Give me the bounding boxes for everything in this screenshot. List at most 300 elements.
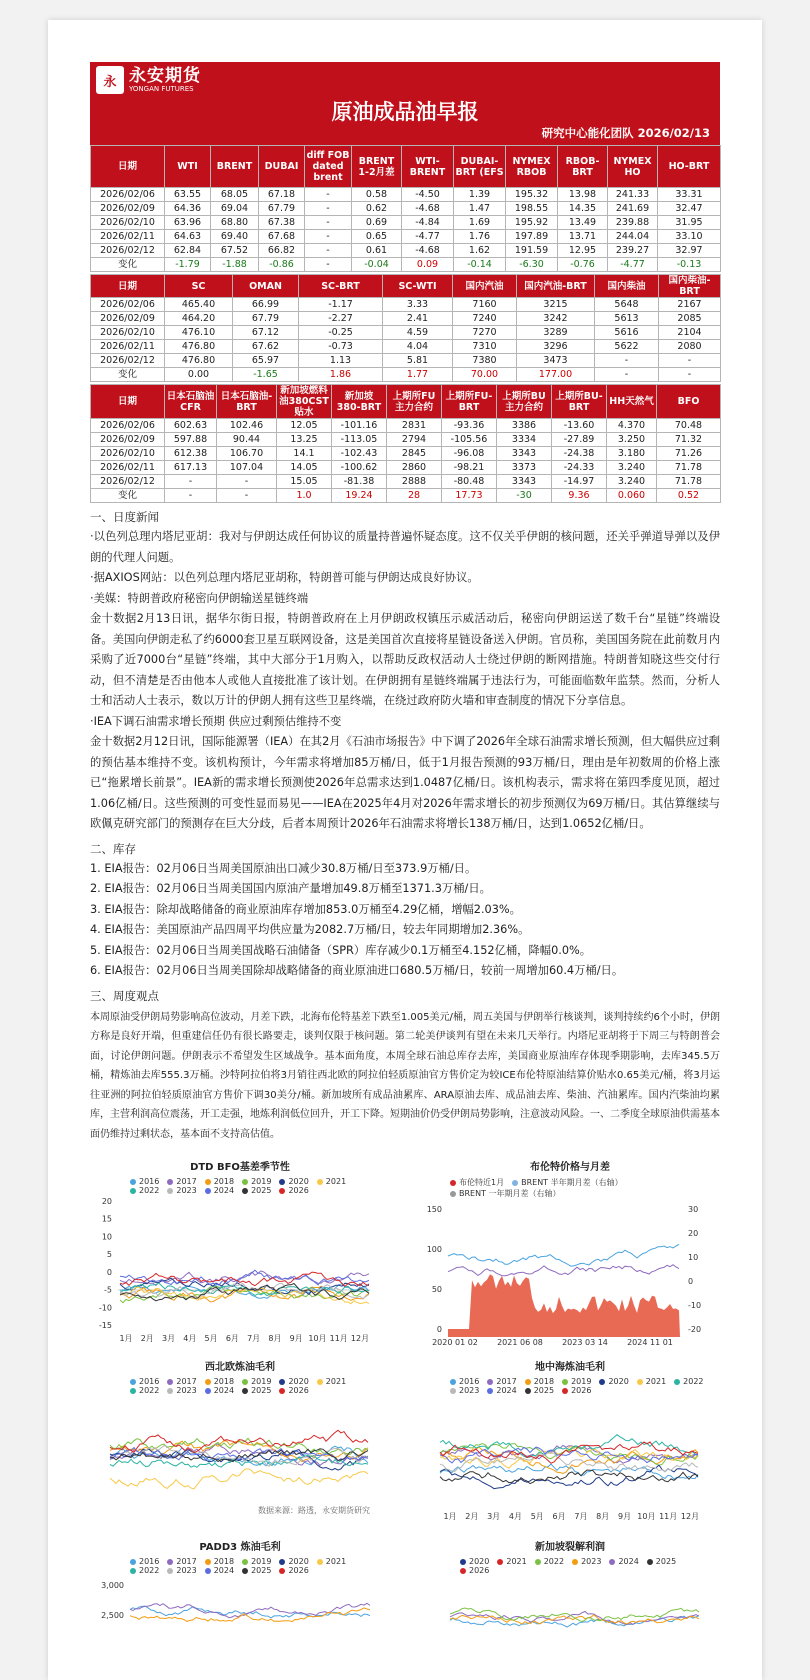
legend-label: 2020 bbox=[608, 1377, 629, 1386]
table-cell: 2026/02/11 bbox=[91, 461, 165, 475]
legend-swatch-icon bbox=[460, 1559, 466, 1565]
table-cell: 195.32 bbox=[506, 188, 558, 202]
table-cell: 3.33 bbox=[383, 298, 453, 312]
chart-plot bbox=[420, 1395, 720, 1525]
legend-swatch-icon bbox=[460, 1568, 466, 1574]
table-cell: 476.80 bbox=[165, 340, 233, 354]
table-cell: 65.97 bbox=[233, 354, 299, 368]
table-cell: 195.92 bbox=[506, 216, 558, 230]
y-tick-label: -15 bbox=[98, 1321, 112, 1330]
legend-item bbox=[242, 1557, 271, 1566]
legend-item bbox=[487, 1377, 516, 1386]
table-cell: 239.88 bbox=[608, 216, 658, 230]
table-cell: 67.38 bbox=[259, 216, 305, 230]
column-header: SC bbox=[165, 275, 233, 298]
news-item: 金十数据2月13日讯，据华尔街日报，特朗普政府在上月伊朗政权镇压示威活动后，秘密向伊朗运送了数千台“星链”终端设备。美国向伊朗走私了约6000套卫星互联网设备，这是美国首次直接将星链设备送入伊朗。官员称，美国国务院在此前数月内采购了近7000台“星链”终端，其中大部分于1月购入，以帮助反政权活动人士绕过伊朗的断网措施。特朗普知晓这些交付行动，但不清楚是否由他本人或他人直接批准了该计划。在伊朗拥有星链终端属于违法行为，可能面临数年监禁。然而，分析人士和活动人士表示，数以万计的伊朗人拥有这些卫星终端，在绕过政府防火墙和审查制度的情况下分享信息。 bbox=[90, 612, 720, 707]
table-header-row bbox=[91, 275, 721, 298]
table-cell: 31.95 bbox=[658, 216, 721, 230]
news-item: ·以色列总理内塔尼亚胡：我对与伊朗达成任何协议的质量持普遍怀疑态度。这不仅关乎伊朗的核问题，还关乎弹道导弹以及伊朗的代理人问题。 bbox=[90, 530, 720, 564]
chart-legend bbox=[90, 1377, 390, 1395]
table-cell: 69.40 bbox=[211, 230, 259, 244]
table-cell: 13.71 bbox=[558, 230, 608, 244]
legend-label: 2017 bbox=[496, 1377, 517, 1386]
column-header: 国内柴油 bbox=[595, 275, 659, 298]
legend-item bbox=[674, 1377, 703, 1386]
column-header: WTI-BRENT bbox=[402, 146, 454, 188]
table-row bbox=[91, 447, 721, 461]
legend-item bbox=[130, 1186, 159, 1195]
table-cell: 13.25 bbox=[277, 433, 332, 447]
x-tick-label: 11月 bbox=[329, 1334, 348, 1343]
legend-swatch-icon bbox=[512, 1180, 518, 1186]
table-cell: 476.10 bbox=[165, 326, 233, 340]
chart-legend bbox=[420, 1377, 720, 1395]
table-cell: 597.88 bbox=[165, 433, 217, 447]
table-cell: 63.96 bbox=[165, 216, 211, 230]
change-cell: -1.88 bbox=[211, 258, 259, 272]
table-cell: 64.36 bbox=[165, 202, 211, 216]
table-cell: 3373 bbox=[497, 461, 552, 475]
y-tick-label: 0 bbox=[688, 1277, 694, 1286]
chart-plot bbox=[90, 1195, 390, 1345]
legend-item bbox=[279, 1377, 308, 1386]
legend-label: 2017 bbox=[176, 1377, 197, 1386]
change-cell: 1.86 bbox=[299, 368, 383, 382]
table-cell: -98.21 bbox=[442, 461, 497, 475]
table-cell: 15.05 bbox=[277, 475, 332, 489]
table-cell: - bbox=[305, 244, 352, 258]
table-cell: 0.61 bbox=[352, 244, 402, 258]
legend-item bbox=[279, 1557, 308, 1566]
legend-swatch-icon bbox=[599, 1379, 605, 1385]
legend-swatch-icon bbox=[167, 1388, 173, 1394]
table-cell: 0.69 bbox=[352, 216, 402, 230]
table-cell: 1.62 bbox=[454, 244, 506, 258]
table-cell: 68.05 bbox=[211, 188, 259, 202]
legend-label: 2018 bbox=[213, 1557, 235, 1566]
column-header: DUBAI-BRT (EFS bbox=[454, 146, 506, 188]
y-tick-label: 0 bbox=[106, 1267, 112, 1277]
y-tick-label: 50 bbox=[431, 1285, 442, 1294]
chart-plot bbox=[420, 1199, 720, 1349]
series-line bbox=[448, 1244, 679, 1266]
chart-legend bbox=[90, 1177, 390, 1195]
chart-title: 地中海炼油毛利 bbox=[535, 1362, 605, 1373]
legend-label: 2020 bbox=[469, 1557, 490, 1566]
legend-swatch-icon bbox=[205, 1179, 211, 1185]
legend-swatch-icon bbox=[205, 1188, 211, 1194]
legend-label: BRENT 半年期月差（右轴） bbox=[521, 1178, 623, 1187]
column-header: HH天然气 bbox=[607, 385, 657, 419]
table-cell: 464.20 bbox=[165, 312, 233, 326]
legend-swatch-icon bbox=[130, 1179, 136, 1185]
y-tick-label: 20 bbox=[688, 1229, 699, 1238]
table-cell: 0.65 bbox=[352, 230, 402, 244]
table-row bbox=[91, 340, 721, 354]
legend-swatch-icon bbox=[562, 1379, 568, 1385]
table-cell: 7240 bbox=[453, 312, 517, 326]
legend-label: 2019 bbox=[251, 1377, 272, 1386]
table-cell: 2104 bbox=[659, 326, 721, 340]
legend-swatch-icon bbox=[317, 1379, 323, 1385]
news-item: 金十数据2月12日讯，国际能源署（IEA）在其2月《石油市场报告》中下调了2026年全球石油需求增长预测，但大幅供应过剩的预估基本维持不变。该机构预计，今年需求将增加85万桶/日，低于1月报告预测的93万桶/日，理由是年初数周的价格上涨已“拖累增长前景”。IEA新的需求增长预测使2026年总需求达到1.0487亿桶/日。该机构表示，需求将在第四季度见顶，超过1.06亿桶/日。这些预测的可变性显而易见——IEA在2025年4月对2026年需求增长的初步预测仅为69万桶/日。其估算继续与欧佩克研究部门的预测存在巨大分歧，后者本周预计2026年石油需求将增长138万桶/日，达到1.0652亿桶/日。 bbox=[90, 735, 720, 830]
table-cell: 7270 bbox=[453, 326, 517, 340]
news-item: ·IEA下调石油需求增长预期 供应过剩预估维持不变 bbox=[90, 714, 342, 728]
table-cell: 2026/02/09 bbox=[91, 312, 165, 326]
legend-swatch-icon bbox=[279, 1388, 285, 1394]
table-cell: 33.31 bbox=[658, 188, 721, 202]
table-cell: 102.46 bbox=[217, 419, 277, 433]
y-tick-label: -10 bbox=[688, 1301, 702, 1310]
legend-swatch-icon bbox=[450, 1388, 456, 1394]
table-cell: -0.25 bbox=[299, 326, 383, 340]
legend-label: 2023 bbox=[581, 1557, 602, 1566]
legend-label: 2021 bbox=[645, 1377, 667, 1386]
table-cell: 465.40 bbox=[165, 298, 233, 312]
table-cell: 2845 bbox=[387, 447, 442, 461]
table-cell: 67.68 bbox=[259, 230, 305, 244]
table-cell: 7160 bbox=[453, 298, 517, 312]
legend-label: 2026 bbox=[288, 1386, 309, 1395]
legend-item bbox=[450, 1386, 479, 1395]
change-cell: 变化 bbox=[91, 368, 165, 382]
table-cell: -4.77 bbox=[402, 230, 454, 244]
legend-label: 2025 bbox=[251, 1566, 272, 1575]
y-tick-label: 15 bbox=[101, 1214, 112, 1224]
inventory-item: 1. EIA报告：02月06日当周美国原油出口减少30.8万桶/日至373.9万桶/日。 bbox=[90, 861, 477, 875]
legend-label: 2020 bbox=[288, 1557, 309, 1566]
legend-label: 2022 bbox=[683, 1377, 704, 1386]
legend-item bbox=[205, 1557, 234, 1566]
legend-swatch-icon bbox=[242, 1388, 248, 1394]
legend-item bbox=[562, 1377, 591, 1386]
x-tick-label: 2020 01 02 bbox=[432, 1338, 478, 1347]
table-cell: -4.84 bbox=[402, 216, 454, 230]
table-cell: 2.41 bbox=[383, 312, 453, 326]
table-row bbox=[91, 326, 721, 340]
logo-english-name: YONGAN FUTURES bbox=[129, 84, 194, 93]
table-cell: -4.50 bbox=[402, 188, 454, 202]
table-cell: 1.47 bbox=[454, 202, 506, 216]
inventory-item: 2. EIA报告：02月06日当周美国国内原油产量增加49.8万桶至1371.3万桶/日。 bbox=[90, 882, 491, 895]
table-cell: 3.180 bbox=[607, 447, 657, 461]
legend-item bbox=[279, 1566, 308, 1575]
legend-label: 2024 bbox=[618, 1557, 639, 1566]
table-cell: -27.89 bbox=[552, 433, 607, 447]
table-cell: 612.38 bbox=[165, 447, 217, 461]
table-cell: 2794 bbox=[387, 433, 442, 447]
table-cell: 33.10 bbox=[658, 230, 721, 244]
table-cell: 12.05 bbox=[277, 419, 332, 433]
table-cell: 1.69 bbox=[454, 216, 506, 230]
y-tick-label: 5 bbox=[106, 1250, 112, 1260]
legend-item bbox=[317, 1557, 346, 1566]
table-cell: 67.18 bbox=[259, 188, 305, 202]
change-cell: 0.09 bbox=[402, 258, 454, 272]
legend-item bbox=[450, 1177, 504, 1188]
table-row bbox=[91, 419, 721, 433]
legend-label: 2019 bbox=[251, 1557, 272, 1566]
legend-swatch-icon bbox=[525, 1379, 531, 1385]
table-cell: 4.370 bbox=[607, 419, 657, 433]
inventory-item: 4. EIA报告：美国原油产品四周平均供应量为2082.7万桶/日，较去年同期增加2.36%。 bbox=[90, 923, 530, 936]
column-header: BRENT 1-2月差 bbox=[352, 146, 402, 188]
table-cell: 13.49 bbox=[558, 216, 608, 230]
table-cell: -102.43 bbox=[332, 447, 387, 461]
legend-swatch-icon bbox=[167, 1568, 173, 1574]
x-tick-label: 8月 bbox=[596, 1512, 610, 1521]
change-cell: 19.24 bbox=[332, 489, 387, 503]
column-header: 日本石脑油-BRT bbox=[217, 385, 277, 419]
column-header: 日本石脑油CFR bbox=[165, 385, 217, 419]
column-header: 国内汽油-BRT bbox=[517, 275, 595, 298]
report-title: 原油成品油早报 bbox=[331, 100, 479, 124]
table-cell: 62.84 bbox=[165, 244, 211, 258]
table-cell: - bbox=[305, 230, 352, 244]
change-cell: 70.00 bbox=[453, 368, 517, 382]
table-cell: 2026/02/11 bbox=[91, 340, 165, 354]
table-cell: 67.62 bbox=[233, 340, 299, 354]
table-cell: -13.60 bbox=[552, 419, 607, 433]
table-cell: 67.52 bbox=[211, 244, 259, 258]
legend-label: 2025 bbox=[533, 1386, 555, 1395]
chart-padd3-margin bbox=[90, 1538, 390, 1639]
table-cell: 2026/02/10 bbox=[91, 326, 165, 340]
legend-swatch-icon bbox=[525, 1388, 531, 1394]
change-row bbox=[91, 489, 721, 503]
chart-title: 布伦特价格与月差 bbox=[530, 1162, 610, 1173]
legend-label: 2017 bbox=[176, 1177, 197, 1186]
chart-sg-crack bbox=[420, 1538, 720, 1639]
legend-item bbox=[205, 1377, 234, 1386]
legend-label: 2016 bbox=[139, 1557, 160, 1566]
legend-label: 2023 bbox=[176, 1186, 197, 1195]
table-cell: - bbox=[305, 202, 352, 216]
y-tick-label: 100 bbox=[426, 1245, 442, 1254]
legend-item bbox=[525, 1377, 554, 1386]
x-tick-label: 7月 bbox=[574, 1512, 588, 1521]
table-cell: 2026/02/11 bbox=[91, 230, 165, 244]
legend-label: 2026 bbox=[288, 1566, 309, 1575]
x-tick-label: 9月 bbox=[617, 1512, 632, 1521]
table-cell: 5.81 bbox=[383, 354, 453, 368]
legend-label: 2022 bbox=[139, 1386, 160, 1395]
legend-label: 2026 bbox=[469, 1566, 490, 1575]
legend-label: 2016 bbox=[459, 1377, 480, 1386]
legend-item bbox=[279, 1186, 308, 1195]
legend-swatch-icon bbox=[317, 1559, 323, 1565]
table-cell: 2026/02/12 bbox=[91, 475, 165, 489]
table-cell: 4.59 bbox=[383, 326, 453, 340]
table-cell: 14.1 bbox=[277, 447, 332, 461]
table-cell: - bbox=[165, 475, 217, 489]
table-cell: -4.68 bbox=[402, 244, 454, 258]
chart-legend bbox=[90, 1557, 390, 1575]
change-cell: 0.00 bbox=[165, 368, 233, 382]
legend-item bbox=[317, 1377, 346, 1386]
domestic-price-table bbox=[90, 274, 721, 382]
legend-item bbox=[317, 1177, 346, 1186]
change-cell: 0.52 bbox=[657, 489, 721, 503]
report-page bbox=[48, 20, 762, 1680]
table-cell: - bbox=[305, 188, 352, 202]
x-tick-label: 7月 bbox=[247, 1334, 261, 1343]
legend-item bbox=[205, 1177, 234, 1186]
y-tick-label: 30 bbox=[688, 1205, 699, 1214]
table-cell: -93.36 bbox=[442, 419, 497, 433]
legend-label: 2024 bbox=[496, 1386, 517, 1395]
legend-item bbox=[637, 1377, 666, 1386]
x-tick-label: 4月 bbox=[508, 1512, 523, 1521]
table-cell: 1.13 bbox=[299, 354, 383, 368]
legend-label: 2019 bbox=[251, 1177, 272, 1186]
table-cell: 7310 bbox=[453, 340, 517, 354]
table-cell: 14.35 bbox=[558, 202, 608, 216]
legend-label: 2016 bbox=[139, 1177, 160, 1186]
inventory-item: 3. EIA报告：除却战略储备的商业原油库存增加853.0万桶至4.29亿桶，增幅2.03%。 bbox=[90, 902, 521, 916]
legend-swatch-icon bbox=[130, 1568, 136, 1574]
legend-item bbox=[167, 1386, 196, 1395]
change-cell: - bbox=[305, 258, 352, 272]
table-cell: 5622 bbox=[595, 340, 659, 354]
change-cell: -6.30 bbox=[506, 258, 558, 272]
table-cell: 106.70 bbox=[217, 447, 277, 461]
legend-swatch-icon bbox=[205, 1379, 211, 1385]
y-tick-label: -10 bbox=[98, 1303, 112, 1313]
change-cell: -0.86 bbox=[259, 258, 305, 272]
x-tick-label: 10月 bbox=[637, 1512, 656, 1521]
table-cell: 3343 bbox=[497, 475, 552, 489]
report-subtitle: 研究中心能化团队 2026/02/13 bbox=[541, 126, 710, 140]
y-tick-label: 10 bbox=[101, 1232, 112, 1242]
legend-label: 2025 bbox=[251, 1386, 272, 1395]
legend-item bbox=[167, 1566, 196, 1575]
x-tick-label: 2月 bbox=[465, 1512, 479, 1521]
legend-label: 2018 bbox=[533, 1377, 555, 1386]
table-cell: 3.250 bbox=[607, 433, 657, 447]
table-cell: -80.48 bbox=[442, 475, 497, 489]
column-header: BRENT bbox=[211, 146, 259, 188]
legend-swatch-icon bbox=[130, 1379, 136, 1385]
legend-label: 2024 bbox=[213, 1186, 235, 1195]
legend-swatch-icon bbox=[242, 1188, 248, 1194]
legend-item bbox=[167, 1377, 196, 1386]
company-logo bbox=[96, 66, 201, 94]
change-cell: 28 bbox=[387, 489, 442, 503]
legend-item bbox=[205, 1386, 234, 1395]
column-header: NYMEX RBOB bbox=[506, 146, 558, 188]
legend-label: 2022 bbox=[139, 1566, 160, 1575]
legend-item bbox=[167, 1177, 196, 1186]
legend-swatch-icon bbox=[487, 1379, 493, 1385]
change-cell: -1.79 bbox=[165, 258, 211, 272]
legend-item bbox=[609, 1557, 638, 1566]
table-cell: 2026/02/09 bbox=[91, 433, 165, 447]
x-tick-label: 9月 bbox=[289, 1334, 303, 1343]
change-cell: 1.0 bbox=[277, 489, 332, 503]
table-row bbox=[91, 188, 721, 202]
chart-nwe-margin bbox=[90, 1358, 390, 1516]
table-cell: -96.08 bbox=[442, 447, 497, 461]
legend-label: 布伦特近1月 bbox=[459, 1178, 505, 1187]
column-header: 上期所FU主力合约 bbox=[387, 385, 442, 419]
table-row bbox=[91, 433, 721, 447]
x-tick-label: 2023 03 14 bbox=[562, 1338, 608, 1347]
table-row bbox=[91, 202, 721, 216]
table-cell: 2026/02/06 bbox=[91, 188, 165, 202]
chart-med-margin bbox=[420, 1358, 720, 1529]
table-cell: -1.17 bbox=[299, 298, 383, 312]
change-cell: - bbox=[595, 368, 659, 382]
legend-item bbox=[242, 1177, 271, 1186]
legend-label: 2020 bbox=[288, 1377, 309, 1386]
table-cell: 3343 bbox=[497, 447, 552, 461]
column-header: HO-BRT bbox=[658, 146, 721, 188]
logo-chinese-name: 永安期货 bbox=[129, 65, 201, 86]
legend-item bbox=[599, 1377, 628, 1386]
crude-price-table bbox=[90, 145, 721, 272]
legend-swatch-icon bbox=[205, 1568, 211, 1574]
table-cell: 68.80 bbox=[211, 216, 259, 230]
y-tick-label: 0 bbox=[436, 1325, 442, 1334]
weekly-heading: 三、周度观点 bbox=[90, 988, 159, 1003]
table-cell: 3.240 bbox=[607, 475, 657, 489]
table-cell: 71.78 bbox=[657, 475, 721, 489]
legend-item bbox=[242, 1186, 271, 1195]
x-tick-label: 5月 bbox=[204, 1334, 218, 1343]
change-cell: 9.36 bbox=[552, 489, 607, 503]
table-cell: 64.63 bbox=[165, 230, 211, 244]
table-cell: 71.78 bbox=[657, 461, 721, 475]
change-row bbox=[91, 368, 721, 382]
column-header: 上期所BU主力合约 bbox=[497, 385, 552, 419]
change-cell: 0.060 bbox=[607, 489, 657, 503]
legend-item bbox=[130, 1557, 159, 1566]
inventory-heading: 二、库存 bbox=[90, 841, 136, 856]
legend-swatch-icon bbox=[205, 1388, 211, 1394]
table-cell: 239.27 bbox=[608, 244, 658, 258]
table-cell: 5616 bbox=[595, 326, 659, 340]
table-cell: -2.27 bbox=[299, 312, 383, 326]
table-cell: 3.240 bbox=[607, 461, 657, 475]
table-cell: 2026/02/10 bbox=[91, 216, 165, 230]
legend-label: 2018 bbox=[213, 1377, 235, 1386]
change-cell: -30 bbox=[497, 489, 552, 503]
legend-swatch-icon bbox=[279, 1559, 285, 1565]
change-cell: 变化 bbox=[91, 258, 165, 272]
column-header: BFO bbox=[657, 385, 721, 419]
table-cell: 2085 bbox=[659, 312, 721, 326]
legend-item bbox=[279, 1386, 308, 1395]
legend-label: BRENT 一年期月差（右轴） bbox=[459, 1189, 561, 1198]
y-tick-label: -5 bbox=[104, 1285, 112, 1295]
x-tick-label: 1月 bbox=[119, 1334, 133, 1343]
chart-title: 西北欧炼油毛利 bbox=[205, 1362, 275, 1373]
change-cell: - bbox=[165, 489, 217, 503]
column-header: SC-WTI bbox=[383, 275, 453, 298]
x-tick-label: 6月 bbox=[225, 1334, 239, 1343]
column-header: DUBAI bbox=[259, 146, 305, 188]
column-header: 日期 bbox=[91, 275, 165, 298]
x-tick-label: 6月 bbox=[552, 1512, 566, 1521]
legend-item bbox=[167, 1186, 196, 1195]
legend-item bbox=[130, 1566, 159, 1575]
legend-swatch-icon bbox=[279, 1568, 285, 1574]
table-cell: 32.97 bbox=[658, 244, 721, 258]
table-cell: 244.04 bbox=[608, 230, 658, 244]
legend-label: 2023 bbox=[176, 1566, 197, 1575]
table-cell: -24.38 bbox=[552, 447, 607, 461]
